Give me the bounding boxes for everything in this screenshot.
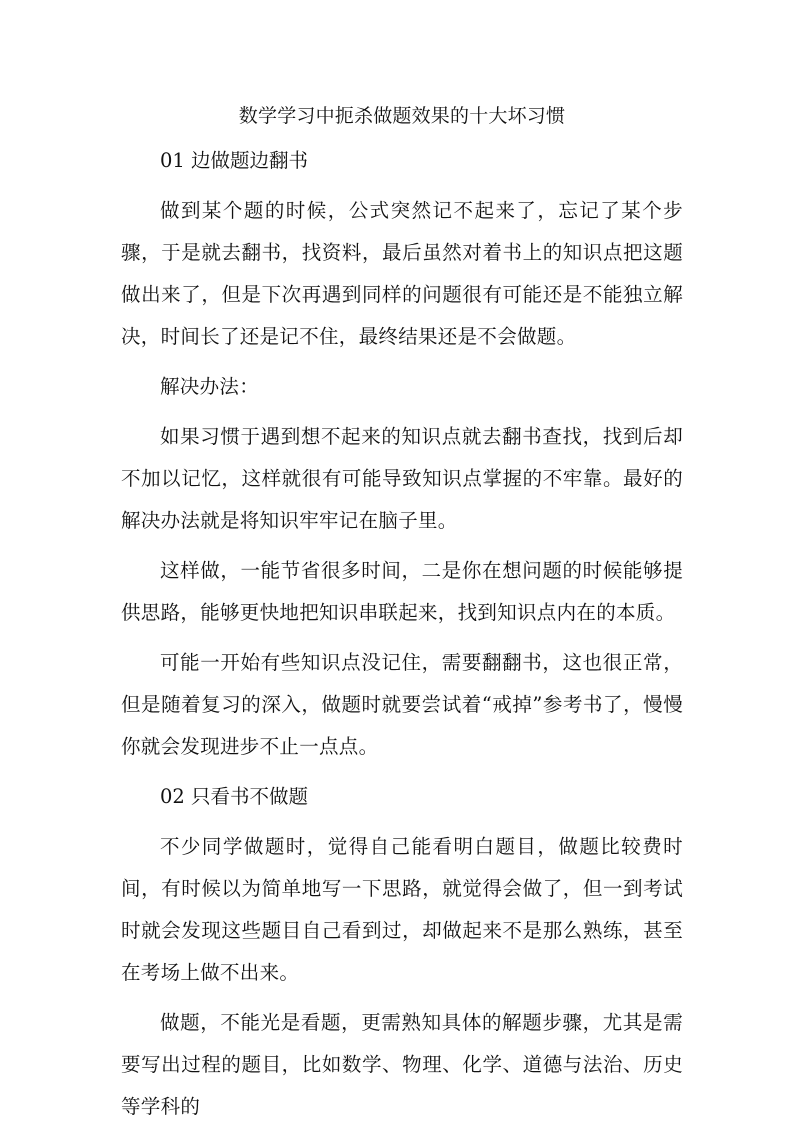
document-body xyxy=(121,96,683,1128)
paragraph: 可能一开始有些知识点没记住，需要翻翻书，这也很正常，但是随着复习的深入，做题时就要尝试着“戒掉”参考书了，慢慢你就会发现进步不止一点点。 xyxy=(121,651,683,758)
paragraph: 这样做，一能节省很多时间，二是你在想问题的时候能够提供思路，能够更快地把知识串联起来，找到知识点内在的本质。 xyxy=(121,559,683,624)
paragraph: 如果习惯于遇到想不起来的知识点就去翻书查找，找到后却不加以记忆，这样就很有可能导致知识点掌握的不牢靠。最好的解决办法就是将知识牢牢记在脑子里。 xyxy=(121,425,683,532)
document-title: 数学学习中扼杀做题效果的十大坏习惯 xyxy=(238,105,566,127)
paragraph: 做到某个题的时候，公式突然记不起来了，忘记了某个步骤，于是就去翻书，找资料，最后虽然对着书上的知识点把这题做出来了，但是下次再遇到同样的问题很有可能还是不能独立解决，时间长了还是记不住，最终结果还是不会做题。 xyxy=(121,199,683,348)
section-heading-01: 01 边做题边翻书 xyxy=(160,149,309,172)
solution-label: 解决办法： xyxy=(160,375,260,398)
paragraph: 不少同学做题时，觉得自己能看明白题目，做题比较费时间，有时候以为简单地写一下思路，就觉得会做了，但一到考试时就会发现这些题目自己看到过，却做起来不是那么熟练，甚至在考场上做不出来。 xyxy=(121,835,683,984)
section-heading-02: 02 只看书不做题 xyxy=(160,785,309,808)
paragraph: 做题，不能光是看题，更需熟知具体的解题步骤，尤其是需要写出过程的题目，比如数学、物理、化学、道德与法治、历史等学科的 xyxy=(121,1011,683,1118)
